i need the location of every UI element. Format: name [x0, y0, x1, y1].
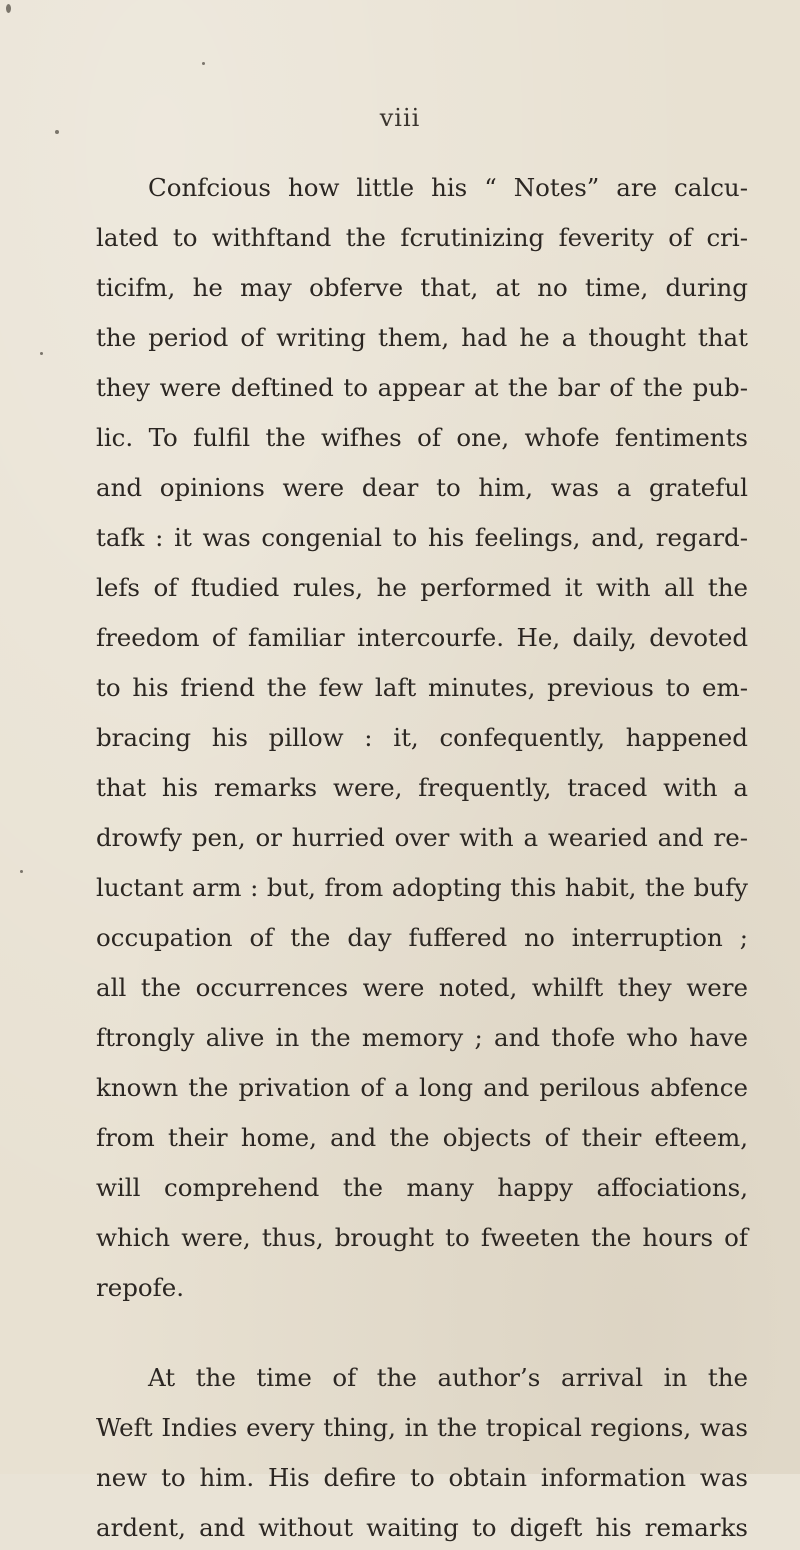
text-line: occupation of the day fuffered no interruption ; — [96, 923, 748, 952]
paper-speck — [6, 4, 11, 13]
text-line: At the time of the author’s arrival in the — [148, 1363, 748, 1392]
text-line: new to him. His defire to obtain information was — [96, 1463, 748, 1492]
page-number: viii — [379, 104, 421, 132]
text-line: known the privation of a long and perilous abfence — [96, 1073, 748, 1102]
text-line: lated to withftand the fcrutinizing feverity of cri- — [96, 223, 748, 252]
text-line: all the occurrences were noted, whilft they were — [96, 973, 748, 1002]
text-line: and opinions were dear to him, was a grateful — [96, 473, 748, 502]
paper-speck — [202, 62, 205, 65]
text-line: which were, thus, brought to fweeten the hours of — [96, 1223, 748, 1252]
text-line: repofe. — [96, 1273, 184, 1302]
text-line: lic. To fulfil the wifhes of one, whofe fentiments — [96, 423, 748, 452]
text-line: ticifm, he may obferve that, at no time, during — [96, 273, 748, 302]
paper-speck — [40, 352, 43, 355]
text-line: lefs of ftudied rules, he performed it with all the — [96, 573, 748, 602]
text-line: ardent, and without waiting to digeft his remarks — [96, 1513, 748, 1542]
paper-speck — [55, 130, 59, 134]
text-line: bracing his pillow : it, confequently, happened — [96, 723, 748, 752]
paper-speck — [20, 870, 23, 873]
text-line: from their home, and the objects of their efteem, — [96, 1123, 748, 1152]
text-line: they were deftined to appear at the bar of the pub- — [96, 373, 748, 402]
text-line: to his friend the few laft minutes, previous to em- — [96, 673, 748, 702]
text-line: Weft Indies every thing, in the tropical regions, was — [96, 1413, 748, 1442]
text-line: ftrongly alive in the memory ; and thofe who have — [96, 1023, 748, 1052]
text-line: tafk : it was congenial to his feelings, and, regard- — [96, 523, 748, 552]
text-line: freedom of familiar intercourfe. He, daily, devoted — [96, 623, 748, 652]
text-line: that his remarks were, frequently, traced with a — [96, 773, 748, 802]
text-line: luctant arm : but, from adopting this habit, the bufy — [96, 873, 748, 902]
text-line: the period of writing them, had he a thought that — [96, 323, 748, 352]
text-line: drowfy pen, or hurried over with a wearied and re- — [96, 823, 748, 852]
text-line: will comprehend the many happy affociations, — [96, 1173, 748, 1202]
text-line: Confcious how little his “ Notes” are calcu- — [148, 173, 748, 202]
